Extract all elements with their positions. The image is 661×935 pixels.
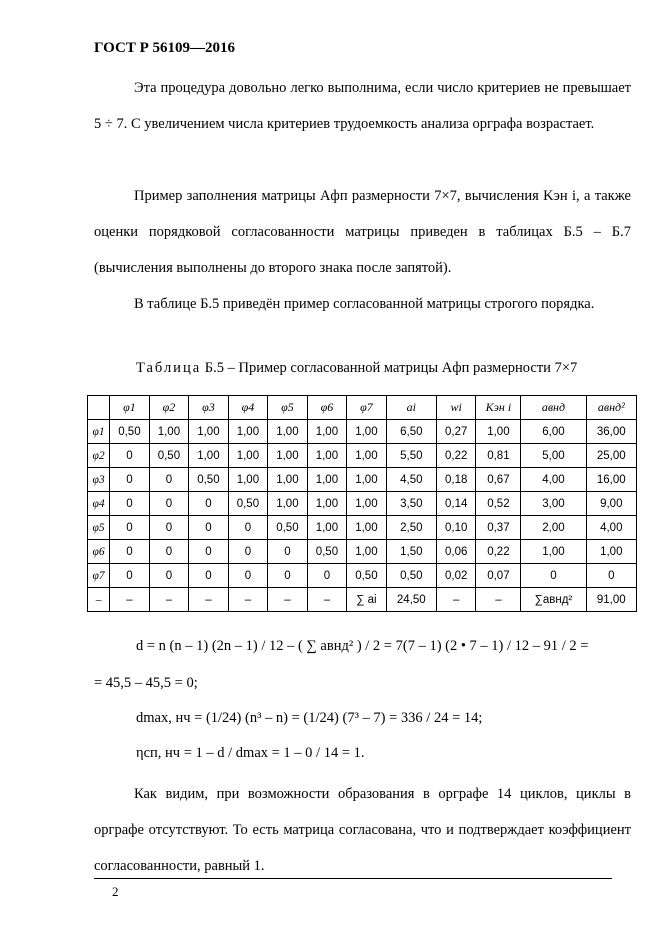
table-caption-lead: Таблица (136, 360, 202, 376)
table-cell: 1,00 (586, 540, 636, 564)
table-cell: 1,00 (476, 420, 521, 444)
header-cell: φ3 (189, 396, 229, 420)
table-cell: – (436, 588, 476, 612)
header-cell: ai (386, 396, 436, 420)
page-number: 2 (112, 884, 119, 899)
paragraph-conclusion: Как видим, при возможности образования в орграфе 14 циклов, циклы в орграфе отсутствуют. То есть матрица согласована, что и подтверждает коэффициент согласованности, равный 1. (94, 786, 631, 874)
row-header-cell: φ1 (88, 420, 110, 444)
document-header: ГОСТ Р 56109—2016 (94, 40, 236, 56)
table-cell: 0 (228, 516, 268, 540)
table-cell: 0 (307, 564, 347, 588)
table-cell: 1,00 (268, 468, 308, 492)
table-row (88, 444, 637, 468)
header-cell: aвнд² (586, 396, 636, 420)
table-cell: 1,00 (347, 492, 387, 516)
table-cell: 0 (189, 492, 229, 516)
table-row (88, 468, 637, 492)
table-cell: – (268, 588, 308, 612)
table-cell: 4,00 (586, 516, 636, 540)
row-header-cell: – (88, 588, 110, 612)
table-cell: 0,07 (476, 564, 521, 588)
table-cell: – (476, 588, 521, 612)
table-cell: – (149, 588, 189, 612)
footer-rule (94, 878, 612, 879)
table-cell: 6,00 (521, 420, 586, 444)
table-header-row (88, 396, 637, 420)
table-cell: 4,50 (386, 468, 436, 492)
table-cell: 0,50 (347, 564, 387, 588)
table-cell: 1,00 (307, 516, 347, 540)
paragraph-table-intro: В таблице Б.5 приведён пример согласованной матрицы строгого порядка. (134, 296, 595, 312)
table-row (88, 420, 637, 444)
table-body (88, 420, 637, 612)
table-cell: 1,00 (307, 420, 347, 444)
table-cell: 1,00 (228, 468, 268, 492)
table-cell: 0 (149, 540, 189, 564)
table-cell: 1,00 (347, 540, 387, 564)
header-cell: φ7 (347, 396, 387, 420)
table-cell: 0 (149, 564, 189, 588)
formula-dmax: dmax, нч = (1/24) (n³ – n) = (1/24) (7³ – 7) = 336 / 24 = 14; (136, 710, 483, 726)
row-header-cell: φ2 (88, 444, 110, 468)
table-cell: 16,00 (586, 468, 636, 492)
table-cell: 0,06 (436, 540, 476, 564)
row-header-cell: φ5 (88, 516, 110, 540)
table-cell: 1,00 (228, 444, 268, 468)
header-cell: aвнд (521, 396, 586, 420)
table-row (88, 564, 637, 588)
table-cell: 3,00 (521, 492, 586, 516)
row-header-cell: φ4 (88, 492, 110, 516)
formula-eta: ηсп, нч = 1 – d / dmax = 1 – 0 / 14 = 1. (136, 745, 365, 761)
table-row (88, 540, 637, 564)
table-cell: – (307, 588, 347, 612)
table-cell: 1,00 (347, 420, 387, 444)
header-cell: wi (436, 396, 476, 420)
header-cell: φ2 (149, 396, 189, 420)
table-cell: 1,00 (521, 540, 586, 564)
table-cell: 5,00 (521, 444, 586, 468)
table-cell: 0 (268, 540, 308, 564)
header-cell: φ6 (307, 396, 347, 420)
table-cell: – (189, 588, 229, 612)
table-cell: 36,00 (586, 420, 636, 444)
table-cell: 0 (586, 564, 636, 588)
row-header-cell: φ3 (88, 468, 110, 492)
table-cell: 0 (149, 492, 189, 516)
table-cell: 0,67 (476, 468, 521, 492)
table-cell: 0,50 (110, 420, 150, 444)
formula-d: d = n (n – 1) (2n – 1) / 12 – ( ∑ aвнд² ) / 2 = 7(7 – 1) (2 • 7 – 1) / 12 – 91 / 2 = (136, 638, 589, 654)
table-cell: ∑ ai (347, 588, 387, 612)
table-cell: 0 (189, 516, 229, 540)
table-cell: 0 (149, 516, 189, 540)
table-row (88, 588, 637, 612)
table-cell: 1,00 (268, 420, 308, 444)
table-caption (136, 360, 577, 377)
table-cell: – (110, 588, 150, 612)
table-cell: 0 (521, 564, 586, 588)
table-cell: 1,00 (149, 420, 189, 444)
header-cell: Kэн i (476, 396, 521, 420)
formula-d-result: = 45,5 – 45,5 = 0; (94, 675, 198, 691)
table-cell: 2,00 (521, 516, 586, 540)
row-header-cell: φ7 (88, 564, 110, 588)
table-cell: 0 (149, 468, 189, 492)
table-cell: 1,00 (228, 420, 268, 444)
table-cell: 9,00 (586, 492, 636, 516)
table-cell: 0,22 (476, 540, 521, 564)
table-cell: 0,50 (149, 444, 189, 468)
table-cell: 0,27 (436, 420, 476, 444)
table-cell: 0 (110, 540, 150, 564)
header-cell: φ1 (110, 396, 150, 420)
table-cell: 0 (189, 564, 229, 588)
header-cell: φ5 (268, 396, 308, 420)
table-cell: 0,50 (189, 468, 229, 492)
table-cell: 0 (110, 492, 150, 516)
table-cell: 4,00 (521, 468, 586, 492)
table-cell: 1,00 (347, 468, 387, 492)
table-cell: 0 (110, 564, 150, 588)
table-cell: 1,00 (307, 444, 347, 468)
table-cell: 0,50 (228, 492, 268, 516)
row-header-cell: φ6 (88, 540, 110, 564)
table-cell: 6,50 (386, 420, 436, 444)
table-caption-text: Б.5 – Пример согласованной матрицы Aфп размерности 7×7 (204, 360, 578, 376)
table-cell: 25,00 (586, 444, 636, 468)
table-cell: 0 (110, 444, 150, 468)
table-cell: 0,18 (436, 468, 476, 492)
table-cell: 1,00 (347, 444, 387, 468)
table-cell: 0 (189, 540, 229, 564)
table-cell: 0 (228, 564, 268, 588)
paragraph-procedure: Эта процедура довольно легко выполнима, если число критериев не превышает 5 ÷ 7. С увеличением числа критериев трудоемкость анализа орграфа возрастает. (94, 80, 631, 132)
table-cell: 2,50 (386, 516, 436, 540)
table-cell: 3,50 (386, 492, 436, 516)
table-cell: 91,00 (586, 588, 636, 612)
table-row (88, 492, 637, 516)
table-cell: 0 (110, 516, 150, 540)
table-cell: 1,00 (268, 492, 308, 516)
table-cell: 0 (228, 540, 268, 564)
table-row (88, 516, 637, 540)
table-cell: 0,10 (436, 516, 476, 540)
table-cell: 0,02 (436, 564, 476, 588)
table-cell: 0,14 (436, 492, 476, 516)
table-cell: 0 (110, 468, 150, 492)
table-cell: 0,37 (476, 516, 521, 540)
table-cell: 1,00 (307, 468, 347, 492)
table-cell: 1,00 (189, 444, 229, 468)
table-cell: 0,50 (307, 540, 347, 564)
matrix-table (87, 395, 637, 612)
table-cell: 1,00 (189, 420, 229, 444)
table-cell: 0,52 (476, 492, 521, 516)
header-cell: φ4 (228, 396, 268, 420)
table-cell: 5,50 (386, 444, 436, 468)
table-cell: 24,50 (386, 588, 436, 612)
table-cell: – (228, 588, 268, 612)
table-cell: 0,50 (268, 516, 308, 540)
paragraph-example: Пример заполнения матрицы Aфп размерности 7×7, вычисления Kэн i, а также оценки порядковой согласованности матрицы приведен в таблицах Б.5 – Б.7 (вычисления выполнены до второго знака после запятой). (94, 188, 631, 276)
table-cell: 1,00 (268, 444, 308, 468)
table-cell: ∑aвнд² (521, 588, 586, 612)
header-cell (88, 396, 110, 420)
table-cell: 0,22 (436, 444, 476, 468)
table-cell: 1,00 (347, 516, 387, 540)
table-cell: 1,50 (386, 540, 436, 564)
table-cell: 0,50 (386, 564, 436, 588)
table-cell: 1,00 (307, 492, 347, 516)
table-cell: 0 (268, 564, 308, 588)
table-cell: 0,81 (476, 444, 521, 468)
